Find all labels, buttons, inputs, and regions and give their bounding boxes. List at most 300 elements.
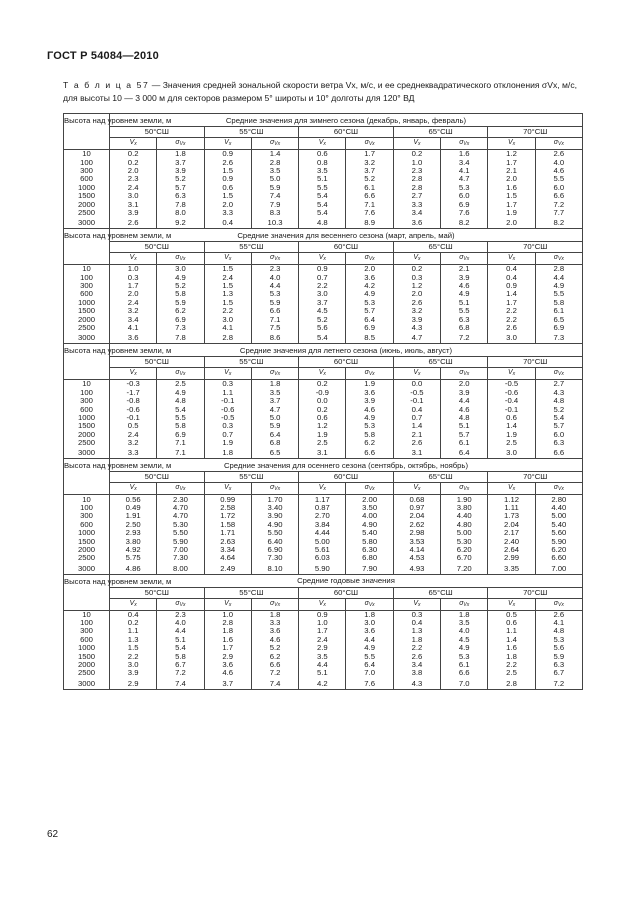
symbol-v: V (129, 599, 135, 607)
std-deviation-cell: 6.6 (346, 447, 393, 459)
std-deviation-cell: 4.4 (251, 282, 298, 290)
std-deviation-cell: 5.2 (157, 175, 204, 183)
symbol-subscript-x: x (512, 486, 516, 493)
mean-speed-symbol (204, 253, 251, 265)
mean-speed-cell: 2.7 (393, 192, 440, 200)
mean-speed-cell: 1.5 (204, 192, 251, 200)
latitude-header: 50°СШ (110, 127, 205, 138)
mean-speed-cell: 1.8 (393, 636, 440, 644)
table-row (64, 209, 583, 217)
symbol-subscript-x: x (372, 371, 375, 378)
std-deviation-cell: 4.40 (535, 504, 582, 512)
std-deviation-cell: 6.9 (157, 431, 204, 439)
mean-speed-cell: 2.8 (393, 184, 440, 192)
std-deviation-cell: 5.60 (535, 529, 582, 537)
std-deviation-cell: 5.3 (441, 184, 488, 192)
std-deviation-cell: 5.30 (441, 537, 488, 545)
std-deviation-cell: 4.6 (535, 167, 582, 175)
std-deviation-cell: 3.7 (346, 167, 393, 175)
std-deviation-cell: 5.9 (251, 184, 298, 192)
std-deviation-cell: 7.3 (157, 324, 204, 332)
latitude-header: 65°СШ (393, 472, 488, 483)
mean-speed-cell: 3.35 (488, 563, 535, 575)
std-deviation-cell: 7.1 (157, 439, 204, 447)
std-deviation-cell: 7.00 (157, 546, 204, 554)
std-deviation-cell: 5.3 (535, 636, 582, 644)
mean-speed-cell: 1.1 (110, 627, 157, 635)
mean-speed-cell: 2.8 (204, 619, 251, 627)
std-deviation-cell: 5.50 (251, 529, 298, 537)
mean-speed-cell: 2.0 (488, 175, 535, 183)
mean-speed-cell: 4.86 (110, 563, 157, 575)
mean-speed-cell: 1.73 (488, 512, 535, 520)
mean-speed-cell: 2.9 (299, 644, 346, 652)
mean-speed-cell: 2.58 (204, 504, 251, 512)
mean-speed-cell: 2.17 (488, 529, 535, 537)
std-deviation-cell: 6.4 (346, 315, 393, 323)
std-deviation-symbol (441, 368, 488, 380)
mean-speed-cell: 1.4 (488, 636, 535, 644)
height-value: 300 (64, 167, 110, 175)
std-deviation-cell: 3.50 (346, 504, 393, 512)
std-deviation-cell: 5.8 (535, 299, 582, 307)
std-deviation-symbol (535, 253, 582, 265)
std-deviation-cell: 4.40 (441, 512, 488, 520)
mean-speed-cell: 2.98 (393, 529, 440, 537)
mean-speed-cell: 1.9 (299, 431, 346, 439)
mean-speed-cell: 0.56 (110, 495, 157, 504)
std-deviation-cell: 5.40 (535, 521, 582, 529)
symbol-sigma: σ (364, 139, 369, 146)
std-deviation-cell: 6.6 (251, 661, 298, 669)
std-deviation-cell: 2.8 (251, 158, 298, 166)
mean-speed-cell: 4.5 (299, 307, 346, 315)
mean-speed-cell: 1.1 (204, 389, 251, 397)
std-deviation-symbol (535, 483, 582, 495)
symbol-sigma: σ (459, 599, 464, 607)
std-deviation-cell: 5.7 (157, 184, 204, 192)
symbol-subscript-x: x (134, 601, 137, 608)
symbol-subscript-x: x (512, 256, 516, 263)
std-deviation-cell: 4.8 (441, 414, 488, 422)
symbol-subscript-x: x (418, 486, 421, 493)
mean-speed-cell: 2.04 (488, 521, 535, 529)
std-deviation-cell: 3.6 (346, 274, 393, 282)
latitude-header-row (64, 127, 583, 138)
latitude-header: 60°СШ (299, 242, 394, 253)
height-value: 100 (64, 274, 110, 282)
symbol-sigma: σ (270, 139, 275, 146)
symbol-subscript-v: V (179, 601, 183, 608)
symbol-header-row (64, 138, 583, 150)
symbol-subscript-x: x (228, 141, 232, 147)
height-value: 2500 (64, 324, 110, 332)
mean-speed-cell: 5.4 (299, 200, 346, 208)
section-header-row (64, 459, 583, 472)
mean-speed-cell: 1.58 (204, 521, 251, 529)
std-deviation-symbol (441, 598, 488, 610)
section-title: Средние значения для летнего сезона (июнь, июль, август) (110, 344, 583, 357)
symbol-sigma: σ (175, 369, 180, 377)
std-deviation-cell: 7.7 (535, 209, 582, 217)
table-caption-prefix: Т а б л и ц а 57 (63, 80, 150, 90)
std-deviation-cell: 5.8 (157, 422, 204, 430)
mean-speed-cell: 1.5 (110, 644, 157, 652)
std-deviation-cell: 2.6 (535, 150, 582, 159)
mean-speed-cell: 1.8 (488, 652, 535, 660)
symbol-v: V (413, 139, 419, 146)
std-deviation-cell: 4.0 (441, 627, 488, 635)
std-deviation-cell: 6.1 (535, 307, 582, 315)
std-deviation-cell: 5.90 (157, 537, 204, 545)
mean-speed-cell: 4.92 (110, 546, 157, 554)
std-deviation-cell: 2.0 (346, 265, 393, 274)
height-value: 1000 (64, 644, 110, 652)
std-deviation-cell: 3.7 (251, 397, 298, 405)
mean-speed-cell: 0.5 (110, 422, 157, 430)
mean-speed-cell: 5.4 (299, 192, 346, 200)
mean-speed-cell: 4.53 (393, 554, 440, 562)
std-deviation-symbol (441, 253, 488, 265)
mean-speed-cell: 2.04 (393, 512, 440, 520)
symbol-subscript-x: x (182, 486, 186, 493)
mean-speed-cell: 4.3 (393, 678, 440, 690)
mean-speed-cell: 4.6 (204, 669, 251, 677)
symbol-subscript-x: x (182, 256, 186, 263)
latitude-header-row (64, 587, 583, 598)
symbol-subscript-x: x (134, 256, 137, 263)
symbol-subscript-x: x (561, 371, 564, 378)
std-deviation-cell: 7.30 (157, 554, 204, 562)
symbol-subscript-x: x (323, 256, 326, 263)
std-deviation-cell: 5.2 (157, 282, 204, 290)
symbol-v: V (129, 369, 135, 377)
mean-speed-cell: -0.4 (488, 397, 535, 405)
symbol-v: V (224, 484, 229, 492)
std-deviation-cell: 3.40 (251, 504, 298, 512)
height-column-header: Высота над уровнем земли, м (64, 574, 110, 610)
mean-speed-cell: 2.2 (110, 652, 157, 660)
std-deviation-cell: 8.9 (346, 217, 393, 229)
mean-speed-cell: 5.00 (299, 537, 346, 545)
mean-speed-cell: 1.3 (110, 636, 157, 644)
mean-speed-cell: 0.9 (299, 265, 346, 274)
std-deviation-cell: 4.4 (441, 397, 488, 405)
mean-speed-cell: 2.8 (488, 678, 535, 690)
mean-speed-cell: 0.49 (110, 504, 157, 512)
mean-speed-cell: 3.4 (110, 315, 157, 323)
mean-speed-cell: 3.84 (299, 521, 346, 529)
symbol-subscript-x: x (134, 371, 137, 378)
std-deviation-cell: 1.8 (346, 610, 393, 619)
height-value: 1000 (64, 299, 110, 307)
table-row (64, 439, 583, 447)
latitude-header: 70°СШ (488, 472, 583, 483)
mean-speed-cell: 0.7 (299, 274, 346, 282)
mean-speed-cell: 3.0 (204, 315, 251, 323)
std-deviation-cell: 6.80 (346, 554, 393, 562)
symbol-subscript-x: x (561, 141, 564, 147)
symbol-subscript-x: x (372, 601, 375, 608)
mean-speed-cell: 1.91 (110, 512, 157, 520)
mean-speed-cell: 2.1 (393, 431, 440, 439)
std-deviation-cell: 8.6 (251, 332, 298, 344)
std-deviation-cell: 7.4 (251, 192, 298, 200)
mean-speed-symbol (110, 253, 157, 265)
mean-speed-cell: 0.2 (393, 150, 440, 159)
mean-speed-cell: 0.3 (204, 380, 251, 389)
symbol-v: V (318, 369, 324, 377)
std-deviation-cell: 4.0 (157, 619, 204, 627)
mean-speed-cell: 2.40 (488, 537, 535, 545)
mean-speed-cell: 2.4 (299, 636, 346, 644)
std-deviation-cell: 6.7 (157, 661, 204, 669)
std-deviation-cell: 6.20 (535, 546, 582, 554)
std-deviation-cell: 8.2 (441, 217, 488, 229)
mean-speed-cell: -0.5 (393, 389, 440, 397)
std-deviation-cell: 7.8 (157, 200, 204, 208)
std-deviation-cell: 2.0 (441, 380, 488, 389)
mean-speed-cell: 0.4 (393, 405, 440, 413)
std-deviation-cell: 4.6 (251, 636, 298, 644)
mean-speed-cell: 0.97 (393, 504, 440, 512)
std-deviation-cell: 2.1 (441, 265, 488, 274)
symbol-subscript-x: x (277, 141, 281, 147)
mean-speed-symbol (488, 253, 535, 265)
symbol-v: V (318, 484, 324, 492)
height-value: 300 (64, 397, 110, 405)
symbol-subscript-x: x (372, 141, 375, 147)
mean-speed-cell: 5.2 (299, 315, 346, 323)
latitude-header: 70°СШ (488, 127, 583, 138)
symbol-subscript-v: V (274, 141, 278, 147)
std-deviation-cell: 5.2 (346, 175, 393, 183)
mean-speed-cell: -0.1 (204, 397, 251, 405)
latitude-header: 55°СШ (204, 357, 299, 368)
std-deviation-cell: 6.3 (535, 439, 582, 447)
mean-speed-cell: -0.9 (299, 389, 346, 397)
symbol-subscript-x: x (228, 486, 232, 493)
symbol-v: V (318, 599, 324, 607)
std-deviation-cell: 4.7 (441, 175, 488, 183)
std-deviation-cell: 6.3 (535, 661, 582, 669)
height-value: 2500 (64, 439, 110, 447)
symbol-subscript-x: x (323, 486, 326, 493)
mean-speed-cell: 2.6 (488, 324, 535, 332)
mean-speed-cell: 1.12 (488, 495, 535, 504)
symbol-v: V (129, 254, 135, 262)
std-deviation-cell: 6.6 (346, 192, 393, 200)
std-deviation-cell: 4.8 (535, 397, 582, 405)
std-deviation-cell: 10.3 (251, 217, 298, 229)
height-value: 600 (64, 290, 110, 298)
std-deviation-cell: 6.2 (251, 652, 298, 660)
std-deviation-cell: 3.4 (441, 158, 488, 166)
std-deviation-cell: 4.9 (441, 290, 488, 298)
mean-speed-symbol (110, 483, 157, 495)
mean-speed-cell: 5.5 (299, 184, 346, 192)
std-deviation-cell: 1.8 (441, 610, 488, 619)
symbol-subscript-x: x (512, 371, 516, 378)
mean-speed-cell: 3.9 (110, 669, 157, 677)
mean-speed-symbol (393, 368, 440, 380)
height-column-header: Высота над уровнем земли, м (64, 114, 110, 150)
latitude-header: 55°СШ (204, 587, 299, 598)
mean-speed-cell: 2.6 (393, 652, 440, 660)
symbol-subscript-v: V (274, 256, 278, 263)
mean-speed-cell: 2.0 (110, 167, 157, 175)
std-deviation-cell: 3.2 (346, 158, 393, 166)
table-caption (63, 79, 588, 105)
std-deviation-cell: 6.3 (441, 315, 488, 323)
mean-speed-cell: 0.6 (299, 414, 346, 422)
latitude-header: 70°СШ (488, 587, 583, 598)
symbol-sigma: σ (175, 484, 180, 492)
std-deviation-cell: 2.6 (535, 610, 582, 619)
std-deviation-cell: 4.90 (346, 521, 393, 529)
latitude-header: 55°СШ (204, 472, 299, 483)
mean-speed-cell: 5.4 (299, 332, 346, 344)
std-deviation-cell: 7.20 (441, 563, 488, 575)
mean-speed-cell: 1.3 (204, 290, 251, 298)
std-deviation-cell: 6.5 (251, 447, 298, 459)
table-row (64, 324, 583, 332)
std-deviation-cell: 5.5 (157, 414, 204, 422)
std-deviation-cell: 7.2 (157, 669, 204, 677)
std-deviation-cell: 4.90 (251, 521, 298, 529)
std-deviation-cell: 5.9 (157, 299, 204, 307)
symbol-header-row (64, 598, 583, 610)
symbol-subscript-x: x (466, 256, 470, 263)
mean-speed-cell: 1.11 (488, 504, 535, 512)
std-deviation-cell: 7.1 (346, 200, 393, 208)
std-deviation-cell: 5.5 (535, 290, 582, 298)
height-value: 2000 (64, 661, 110, 669)
height-value: 3000 (64, 332, 110, 344)
std-deviation-cell: 8.3 (251, 209, 298, 217)
mean-speed-cell: 3.6 (393, 217, 440, 229)
latitude-header: 60°СШ (299, 127, 394, 138)
symbol-v: V (413, 484, 419, 492)
height-value: 3000 (64, 217, 110, 229)
std-deviation-cell: 6.6 (535, 192, 582, 200)
std-deviation-cell: 7.3 (535, 332, 582, 344)
mean-speed-cell: 0.4 (393, 619, 440, 627)
std-deviation-symbol (346, 598, 393, 610)
mean-speed-symbol (299, 253, 346, 265)
std-deviation-cell: 5.9 (251, 299, 298, 307)
table-row (64, 678, 583, 690)
symbol-subscript-x: x (277, 256, 281, 263)
height-value: 10 (64, 610, 110, 619)
std-deviation-symbol (157, 483, 204, 495)
mean-speed-cell: 1.4 (393, 422, 440, 430)
mean-speed-cell: 2.8 (393, 175, 440, 183)
std-deviation-cell: 3.6 (251, 627, 298, 635)
symbol-subscript-x: x (277, 486, 281, 493)
mean-speed-cell: 2.5 (299, 439, 346, 447)
std-deviation-cell: 7.6 (346, 678, 393, 690)
height-value: 1500 (64, 652, 110, 660)
mean-speed-symbol (204, 483, 251, 495)
mean-speed-cell: 0.9 (488, 282, 535, 290)
mean-speed-cell: 1.71 (204, 529, 251, 537)
mean-speed-cell: 0.2 (110, 150, 157, 159)
std-deviation-cell: 6.40 (251, 537, 298, 545)
symbol-subscript-x: x (561, 256, 564, 263)
latitude-header-row (64, 357, 583, 368)
symbol-subscript-v: V (274, 486, 278, 493)
mean-speed-cell: 3.0 (488, 332, 535, 344)
mean-speed-cell: 4.2 (299, 678, 346, 690)
mean-speed-cell: 2.6 (393, 299, 440, 307)
std-deviation-symbol (157, 138, 204, 150)
std-deviation-cell: 5.8 (157, 652, 204, 660)
std-deviation-cell: 6.1 (346, 184, 393, 192)
mean-speed-symbol (299, 138, 346, 150)
mean-speed-cell: 3.2 (110, 307, 157, 315)
latitude-header-row (64, 242, 583, 253)
std-deviation-cell: 7.1 (157, 447, 204, 459)
std-deviation-cell: 6.9 (157, 315, 204, 323)
mean-speed-symbol (299, 368, 346, 380)
symbol-sigma: σ (175, 254, 180, 262)
mean-speed-cell: 2.1 (488, 167, 535, 175)
height-value: 3000 (64, 447, 110, 459)
table-row (64, 447, 583, 459)
table-row (64, 669, 583, 677)
mean-speed-cell: 2.3 (110, 175, 157, 183)
mean-speed-cell: 4.1 (204, 324, 251, 332)
std-deviation-cell: 5.4 (535, 414, 582, 422)
section-title: Средние значения для зимнего сезона (декабрь, январь, февраль) (110, 114, 583, 127)
height-value: 2500 (64, 554, 110, 562)
std-deviation-cell: 4.6 (346, 405, 393, 413)
symbol-v: V (507, 484, 513, 492)
mean-speed-cell: 0.6 (488, 414, 535, 422)
mean-speed-cell: 2.4 (110, 431, 157, 439)
standard-title: ГОСТ Р 54084—2010 (47, 50, 159, 62)
symbol-sigma: σ (364, 599, 369, 607)
std-deviation-symbol (157, 253, 204, 265)
mean-speed-cell: 0.9 (204, 175, 251, 183)
mean-speed-cell: 0.2 (299, 380, 346, 389)
mean-speed-cell: 5.90 (299, 563, 346, 575)
mean-speed-cell: 1.2 (393, 282, 440, 290)
std-deviation-cell: 7.0 (346, 669, 393, 677)
mean-speed-cell: 2.2 (488, 307, 535, 315)
std-deviation-cell: 4.70 (157, 512, 204, 520)
std-deviation-cell: 5.00 (535, 512, 582, 520)
symbol-sigma: σ (364, 254, 369, 262)
height-value: 10 (64, 150, 110, 159)
std-deviation-cell: 7.6 (346, 209, 393, 217)
symbol-subscript-v: V (558, 141, 562, 147)
symbol-v: V (413, 369, 419, 377)
mean-speed-cell: -0.3 (110, 380, 157, 389)
mean-speed-cell: 2.49 (204, 563, 251, 575)
latitude-header: 55°СШ (204, 242, 299, 253)
symbol-subscript-v: V (463, 256, 467, 263)
symbol-v: V (224, 254, 229, 262)
mean-speed-cell: -0.5 (488, 380, 535, 389)
symbol-v: V (224, 369, 229, 377)
mean-speed-cell: 2.3 (393, 167, 440, 175)
symbol-subscript-v: V (558, 601, 562, 608)
mean-speed-cell: -1.7 (110, 389, 157, 397)
std-deviation-symbol (157, 368, 204, 380)
mean-speed-symbol (204, 368, 251, 380)
